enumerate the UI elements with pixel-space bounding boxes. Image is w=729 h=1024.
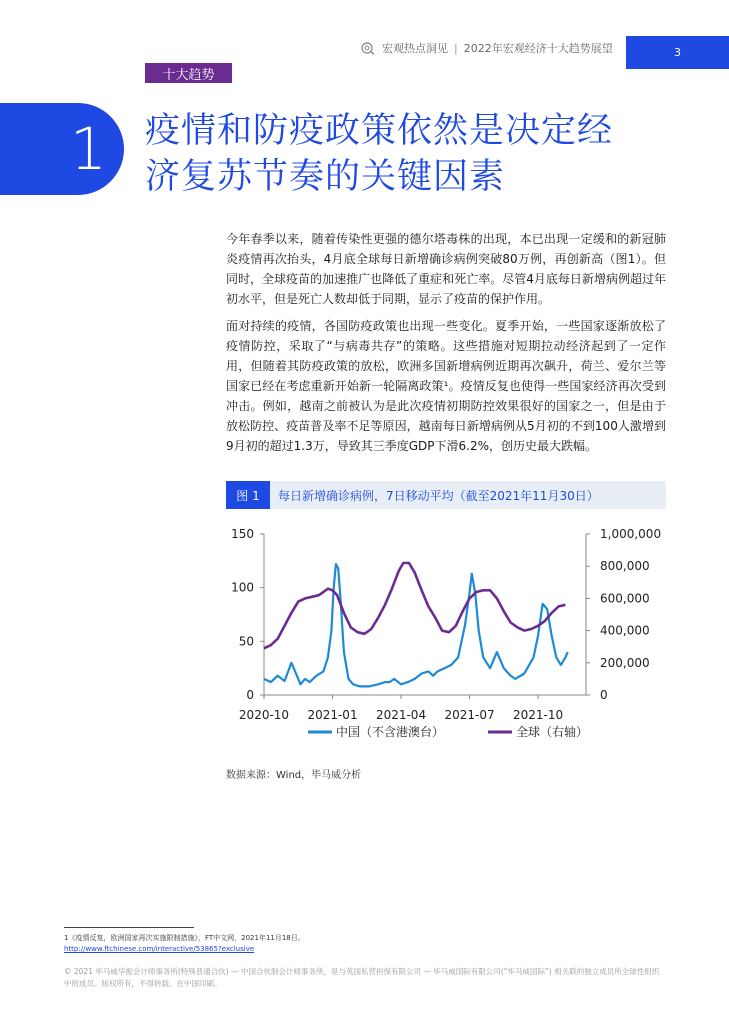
figure-header	[226, 481, 666, 509]
x-tick-label: 2021-01	[307, 708, 358, 722]
global-series-line	[264, 563, 565, 648]
x-tick-label: 2020-10	[238, 708, 290, 722]
figure-label: 图 1	[226, 481, 270, 509]
right-tick-label: 400,000	[600, 623, 650, 638]
paragraph-1: 今年春季以来，随着传染性更强的德尔塔毒株的出现，本已出现一定缓和的新冠肺炎疫情再次抬头，4月底全球每日新增确诊病例突破80万例，再创新高（图1）。但同时，全球疫苗的加速推广也降低了重症和死亡率。尽管4月底每日新增病例超过年初水平，但是死亡人数却低于同期，显示了疫苗的保护作用。	[226, 232, 666, 306]
footnote-link[interactable]: http://www.ftchinese.com/interactive/53865?exclusive	[64, 945, 255, 953]
x-tick-label: 2021-07	[444, 708, 495, 722]
legend-global-label: 全球（右轴）	[516, 725, 589, 739]
footnote-text: 1《疫情反复，欧洲国家再次实施限制措施》，FT中文网，2021年11月18日。	[64, 934, 305, 942]
data-source: 数据来源：Wind，毕马威分析	[226, 770, 362, 781]
section-tag: 十大趋势	[145, 63, 232, 83]
page-title	[145, 108, 665, 200]
x-tick-label: 2021-04	[375, 708, 427, 722]
page-header: 宏观热点洞见 | 2022年宏观经济十大趋势展望	[358, 40, 613, 56]
footnote-divider	[64, 927, 194, 928]
x-tick-label: 2021-10	[512, 708, 564, 722]
right-tick-label: 1,000,000	[600, 527, 662, 541]
left-tick-label: 50	[238, 634, 254, 649]
left-tick-label: 100	[231, 580, 254, 595]
magnifier-icon	[358, 41, 376, 55]
page-number: 3	[626, 36, 729, 69]
figure-title: 每日新增确诊病例，7日移动平均（截至2021年11月30日）	[278, 489, 599, 503]
title-line-2: 济复苏节奏的关键因素	[145, 157, 506, 197]
left-tick-label: 0	[246, 688, 254, 702]
header-section: 宏观热点洞见	[382, 42, 448, 55]
header-report: 2022年宏观经济十大趋势展望	[463, 42, 613, 55]
right-tick-label: 0	[600, 688, 608, 702]
right-tick-label: 200,000	[600, 655, 650, 670]
title-line-1: 疫情和防疫政策依然是决定经	[145, 111, 614, 151]
section-number-badge	[0, 103, 124, 195]
section-number: 1	[70, 115, 107, 183]
right-tick-label: 800,000	[600, 559, 650, 574]
left-tick-label: 150	[231, 527, 254, 541]
legend-china-label: 中国（不含港澳台）	[336, 725, 445, 739]
copyright-notice: © 2021 毕马威华振会计师事务所(特殊普通合伙) — 中国合伙制会计师事务所，是与英国私营担保有限公司 — 毕马威国际有限公司(“毕马威国际”) 相关联的独立成员所全球性组织中的成员。版权所有，不得转载。在中国印刷。	[64, 967, 660, 988]
covid-cases-chart	[226, 522, 666, 752]
right-tick-label: 600,000	[600, 591, 650, 606]
china-series-line	[264, 564, 568, 686]
paragraph-2: 面对持续的疫情，各国防疫政策也出现一些变化。夏季开始，一些国家逐渐放松了疫情防控，采取了“与病毒共存”的策略。这些措施对短期拉动经济起到了一定作用，但随着其防疫政策的放松，欧洲多国新增病例近期再次飙升，荷兰、爱尔兰等国家已经在考虑重新开始新一轮隔离政策¹。疫情反复也使得一些国家经济再次受到冲击。例如，越南之前被认为是此次疫情初期防控效果很好的国家之一，但是由于放松防控、疫苗普及率不足等原因，越南每日新增病例从5月初的不到100人激增到9月初的超过1.3万，导致其三季度GDP下滑6.2%，创历史最大跌幅。	[226, 319, 666, 453]
